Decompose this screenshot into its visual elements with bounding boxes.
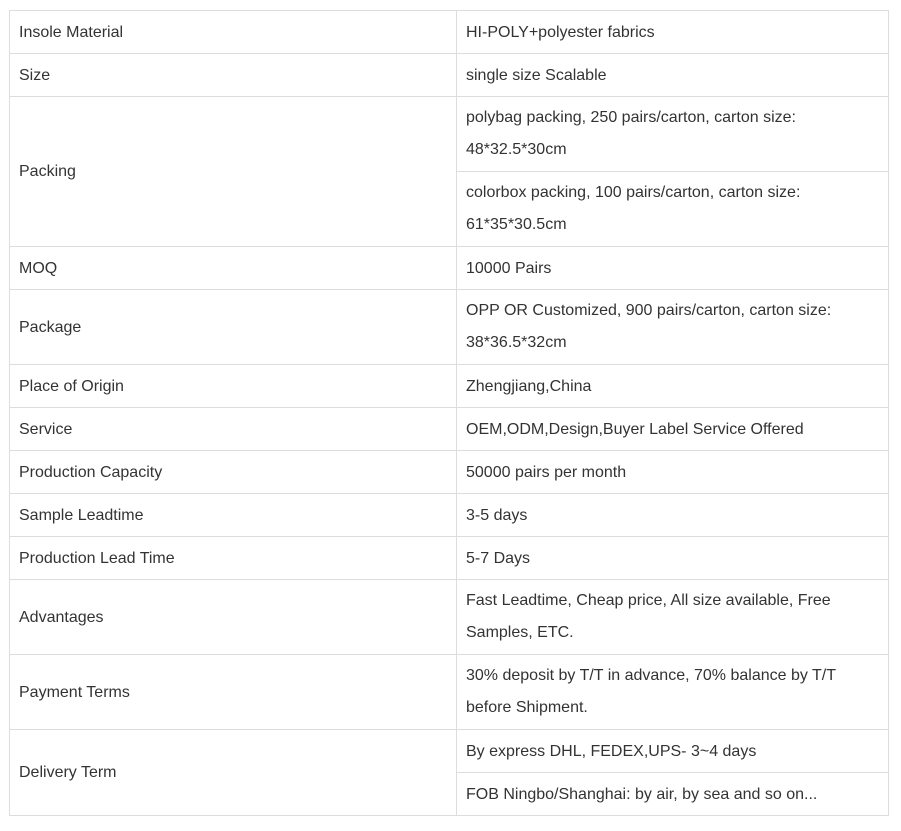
table-row-production-capacity <box>10 451 889 494</box>
spec-value: 3-5 days <box>457 494 889 537</box>
product-spec-table <box>9 10 889 816</box>
table-row-sample-leadtime <box>10 494 889 537</box>
table-row-packing <box>10 97 889 172</box>
spec-value: 50000 pairs per month <box>457 451 889 494</box>
spec-value: single size Scalable <box>457 54 889 97</box>
spec-label: Packing <box>10 97 457 247</box>
spec-value: Fast Leadtime, Cheap price, All size available, Free Samples, ETC. <box>457 580 889 655</box>
spec-label: Package <box>10 290 457 365</box>
spec-label: Service <box>10 408 457 451</box>
spec-label: Delivery Term <box>10 730 457 816</box>
spec-value: 5-7 Days <box>457 537 889 580</box>
spec-value: polybag packing, 250 pairs/carton, carton size: 48*32.5*30cm <box>457 97 889 172</box>
spec-label: Sample Leadtime <box>10 494 457 537</box>
table-row-place-of-origin <box>10 365 889 408</box>
spec-value: FOB Ningbo/Shanghai: by air, by sea and so on... <box>457 773 889 816</box>
table-row-advantages <box>10 580 889 655</box>
table-row-payment-terms <box>10 655 889 730</box>
spec-label: Insole Material <box>10 11 457 54</box>
table-row-service <box>10 408 889 451</box>
table-row-size <box>10 54 889 97</box>
spec-label: Production Capacity <box>10 451 457 494</box>
spec-label: Place of Origin <box>10 365 457 408</box>
spec-value: OEM,ODM,Design,Buyer Label Service Offered <box>457 408 889 451</box>
spec-label: MOQ <box>10 247 457 290</box>
spec-label: Advantages <box>10 580 457 655</box>
table-row-delivery-term <box>10 730 889 773</box>
spec-label: Payment Terms <box>10 655 457 730</box>
table-row-production-lead-time <box>10 537 889 580</box>
spec-value: 30% deposit by T/T in advance, 70% balance by T/T before Shipment. <box>457 655 889 730</box>
spec-label: Size <box>10 54 457 97</box>
spec-value: HI-POLY+polyester fabrics <box>457 11 889 54</box>
table-row-package <box>10 290 889 365</box>
table-row-moq <box>10 247 889 290</box>
spec-value: By express DHL, FEDEX,UPS- 3~4 days <box>457 730 889 773</box>
spec-value: Zhengjiang,China <box>457 365 889 408</box>
spec-value: 10000 Pairs <box>457 247 889 290</box>
spec-value: colorbox packing, 100 pairs/carton, carton size: 61*35*30.5cm <box>457 172 889 247</box>
spec-label: Production Lead Time <box>10 537 457 580</box>
spec-value: OPP OR Customized, 900 pairs/carton, carton size: 38*36.5*32cm <box>457 290 889 365</box>
table-row-insole-material <box>10 11 889 54</box>
